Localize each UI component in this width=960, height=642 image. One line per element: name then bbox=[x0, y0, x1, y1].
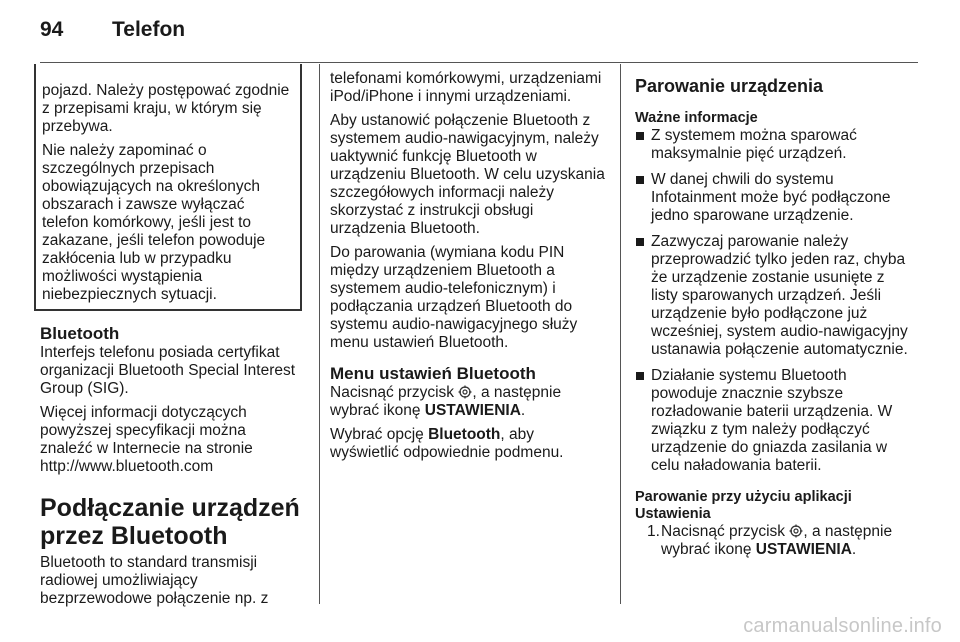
bluetooth-paragraph-1: Interfejs telefonu posiada certyfikat organizacji Bluetooth Special Interest Group (SIG). bbox=[40, 344, 296, 397]
establish-connection-paragraph: Aby ustanowić połączenie Bluetooth z systemem audio-nawigacyjnym, należy uaktywnić funkcję Bluetooth w urządzeniu Bluetooth. W celu uzyskania szczegółowych informacji należy skorzystać z instrukcji obsługi urządzenia Bluetooth. bbox=[330, 112, 605, 237]
step-item: 1. Nacisnąć przycisk , a następnie wybrać ikonę USTAWIENIA. bbox=[647, 523, 893, 558]
devices-paragraph: telefonami komórkowymi, urządzeniami iPod/iPhone i innymi urządzeniami. bbox=[330, 70, 602, 105]
list-item: W danej chwili do systemu Infotainment może być podłączone jedno sparowane urządzenie. bbox=[635, 171, 910, 225]
home-gear-icon bbox=[789, 524, 803, 538]
column-divider-2 bbox=[620, 64, 621, 604]
list-item: Zazwyczaj parowanie należy przeprowadzić tylko jeden raz, chyba że urządzenie zostanie usunięte z listy sparowanych urządzeń. Jeśli urządzenie było podłączone już wcześniej, system audio-nawigacyjny ustanawia połączenie automatycznie. bbox=[635, 233, 910, 359]
connection-paragraph: Bluetooth to standard transmisji radiowej umożliwiający bezprzewodowe połączenie np. z bbox=[40, 554, 269, 607]
header-rule bbox=[40, 62, 918, 63]
section-title: Podłączanie urządzeń przez Bluetooth bbox=[40, 494, 300, 550]
watermark: carmanualsonline.info bbox=[743, 615, 942, 637]
column-3 bbox=[635, 76, 910, 559]
important-info-heading: Ważne informacje bbox=[635, 110, 758, 126]
settings-pairing-heading: Parowanie przy użyciu aplikacji Ustawienia bbox=[635, 489, 852, 522]
pairing-heading: Parowanie urządzenia bbox=[635, 76, 824, 96]
info-bullet-list bbox=[635, 127, 910, 475]
warning-box bbox=[34, 64, 302, 311]
menu-paragraph-2: Wybrać opcję Bluetooth, aby wyświetlić odpowiednie podmenu. bbox=[330, 426, 564, 461]
list-item: Działanie systemu Bluetooth powoduje znacznie szybsze rozładowanie baterii urządzenia. W związku z tym należy podłączyć urządzenie do gniazda zasilania w celu naładowania baterii. bbox=[635, 367, 910, 475]
home-gear-icon bbox=[458, 385, 472, 399]
note-paragraph-2: Nie należy zapominać o szczególnych przepisach obowiązujących na określonych obszarach i zawsze wyłączać telefon komórkowy, jeśli jest to zakazane, jeśli telefon powoduje zakłócenia lub w przypadku możliwości wystąpienia niebezpiecznych sytuacji. bbox=[42, 142, 266, 303]
page-header bbox=[40, 18, 185, 42]
note-paragraph-1: pojazd. Należy postępować zgodnie z przepisami kraju, w którym się przebywa. bbox=[42, 82, 290, 135]
chapter-title: Telefon bbox=[112, 18, 186, 41]
list-item: Z systemem można sparować maksymalnie pięć urządzeń. bbox=[635, 127, 910, 163]
pairing-paragraph: Do parowania (wymiana kodu PIN między urządzeniem Bluetooth a systemem audio-telefonicznym) i podłączania urządzeń Bluetooth do systemu audio-nawigacyjnego służy menu ustawień Bluetooth. bbox=[330, 244, 578, 351]
page-number: 94 bbox=[40, 18, 64, 41]
menu-paragraph-1: Nacisnąć przycisk , a następnie wybrać ikonę USTAWIENIA. bbox=[330, 384, 562, 419]
bluetooth-heading: Bluetooth bbox=[40, 324, 120, 343]
column-1-lower bbox=[40, 324, 302, 608]
column-divider-1 bbox=[319, 64, 320, 604]
bluetooth-paragraph-2: Więcej informacji dotyczących powyższej specyfikacji można znaleźć w Internecie na stronie http://www.bluetooth.com bbox=[40, 404, 253, 475]
column-2 bbox=[330, 70, 605, 462]
menu-heading: Menu ustawień Bluetooth bbox=[330, 364, 536, 383]
steps-list bbox=[635, 523, 910, 559]
